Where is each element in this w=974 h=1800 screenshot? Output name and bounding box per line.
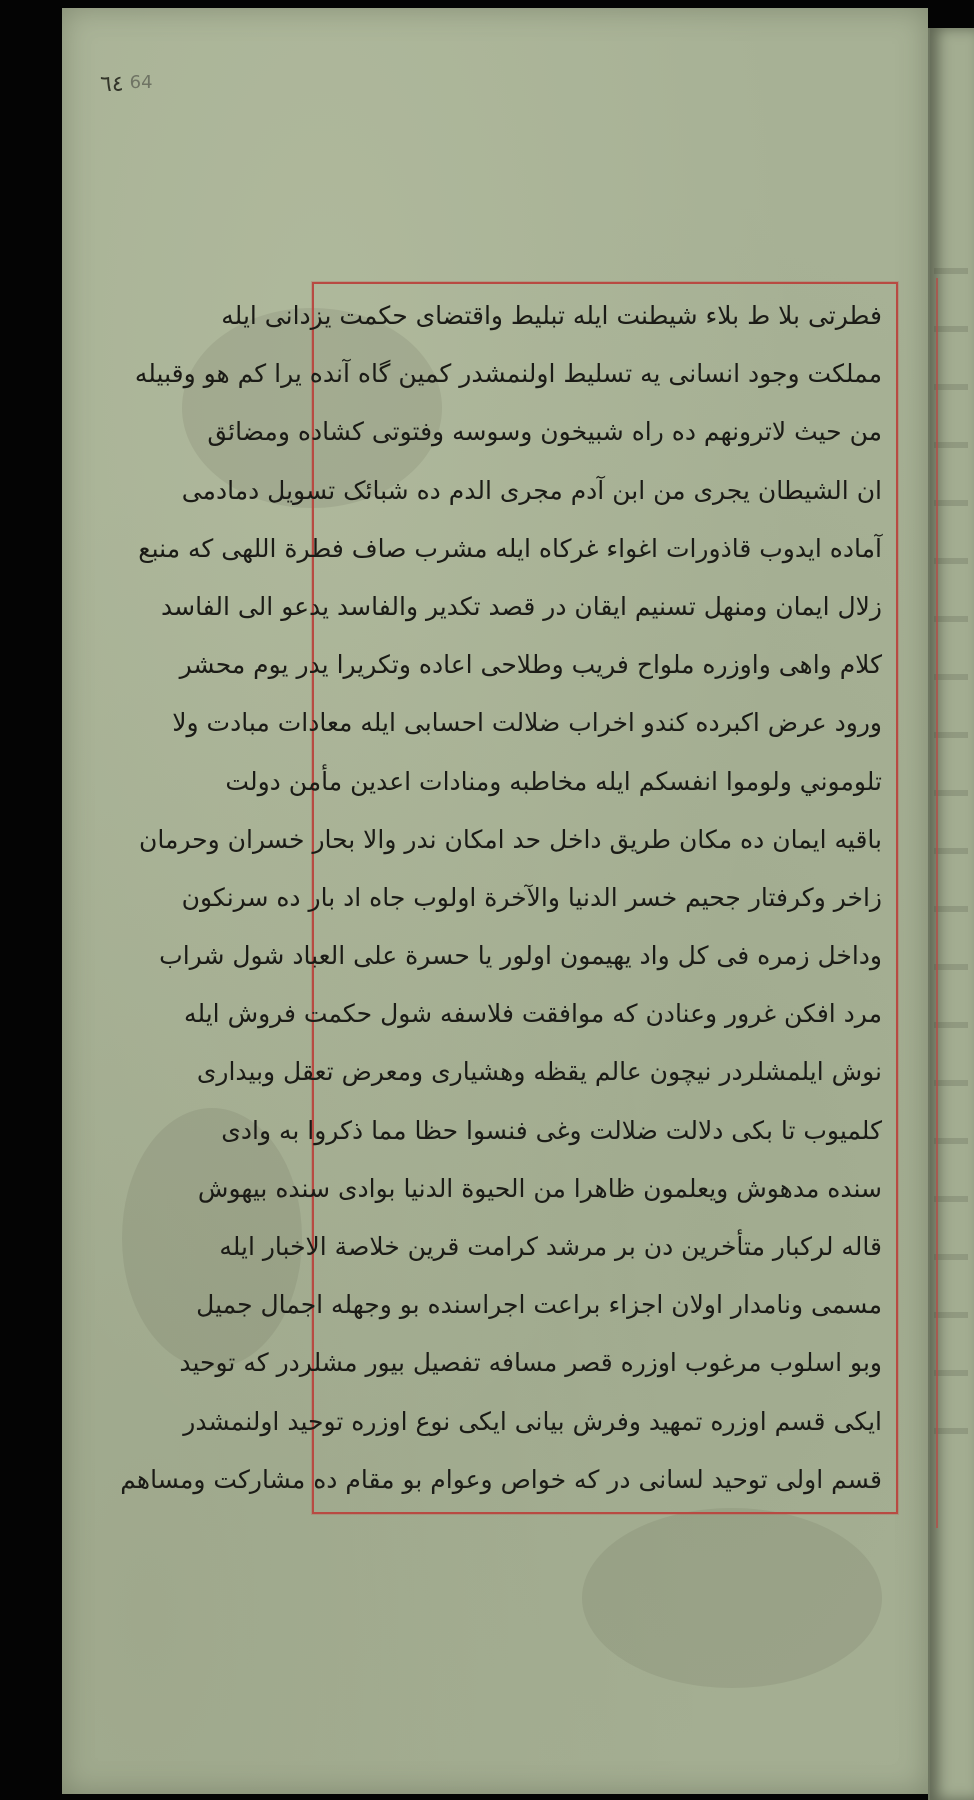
text-line: مملکت وجود انسانی یه تسلیط اولنمشدر کمین گاه آنده یرا کم هو وقبیله [134, 359, 882, 389]
text-line: کلام واهی واوزره ملواح فریب وطلاحی اعاده وتکریرا یدر یوم محشر [179, 650, 882, 680]
text-line: باقیه ایمان ده مکان طریق داخل حد امکان ندر والا بحار خسران وحرمان [139, 824, 882, 854]
folio-number-pencil: 64 [129, 72, 153, 93]
text-line: زاخر وکرفتار جحیم خسر الدنیا والآخرة اولوب جاه اد بار ده سرنکون [181, 882, 882, 912]
text-frame [120, 282, 898, 1514]
text-block [120, 290, 882, 1506]
text-line: زلال ایمان ومنهل تسنیم ایقان در قصد تکدیر والفاسد یدعو الی الفاسد [161, 591, 882, 621]
text-line: من حیث لاترونهم ده راه شبیخون وسوسه وفتوتی کشاده ومضائق [207, 417, 882, 447]
text-line: ورود عرض اکبرده کندو اخراب ضلالت احسابی ایله معادات مبادت ولا [172, 708, 882, 738]
text-line: سنده مدهوش ویعلمون ظاهرا من الحیوة الدنیا بوادی سنده بیهوش [197, 1173, 882, 1203]
folio-number-ink: ٦٤ [100, 72, 124, 97]
text-line: وبو اسلوب مرغوب اوزره قصر مسافه تفصیل بیور مشلردر که توحید [179, 1348, 882, 1378]
text-line: قسم اولی توحید لسانی در که خواص وعوام بو مقام ده مشارکت ومساهم [120, 1464, 882, 1494]
text-line: مرد افکن غرور وعنادن که موافقت فلاسفه شول حکمت فروش ایله [184, 999, 882, 1029]
text-line: نوش ایلمشلردر نیچون عالم یقظه وهشیاری ومعرض تعقل وبیداری [196, 1057, 882, 1087]
folio-number [100, 72, 153, 97]
text-line: قاله لرکبار متأخرین دن بر مرشد کرامت قرین خلاصة الاخبار ایله [219, 1232, 882, 1261]
paper-stain [582, 1508, 882, 1688]
text-line: ایکی قسم اوزره تمهید وفرش بیانی ایکی نوع اوزره توحید اولنمشدر [183, 1406, 882, 1436]
text-line: ان الشیطان یجری من ابن آدم مجری الدم ده شبائک تسویل دمادمی [181, 475, 882, 505]
text-line: کلمیوب تا بکی دلالت ضلالت وغی فنسوا حظا مما ذکروا به وادی [221, 1115, 882, 1145]
text-line: تلوموني ولوموا انفسکم ایله مخاطبه ومنادات اعدین مأمن دولت [225, 766, 882, 796]
text-line: وداخل زمره فی کل واد یهیمون اولور یا حسرة علی العباد شول شراب [159, 941, 882, 971]
adjacent-page-frame-rule [936, 278, 938, 1528]
adjacent-page-edge [928, 28, 974, 1800]
text-line: مسمی ونامدار اولان اجزاء براعت اجراسنده بو وجهله اجمال جمیل [196, 1290, 882, 1320]
adjacent-page-text-shadow [934, 268, 968, 1468]
text-line: آماده ایدوب قاذورات اغواء غرکاه ایله مشرب صاف فطرة اللهی که منبع [138, 533, 882, 563]
text-line: فطرتی بلا ط بلاء شیطنت ایله تبلیط واقتضای حکمت یزدانی ایله [221, 301, 882, 330]
